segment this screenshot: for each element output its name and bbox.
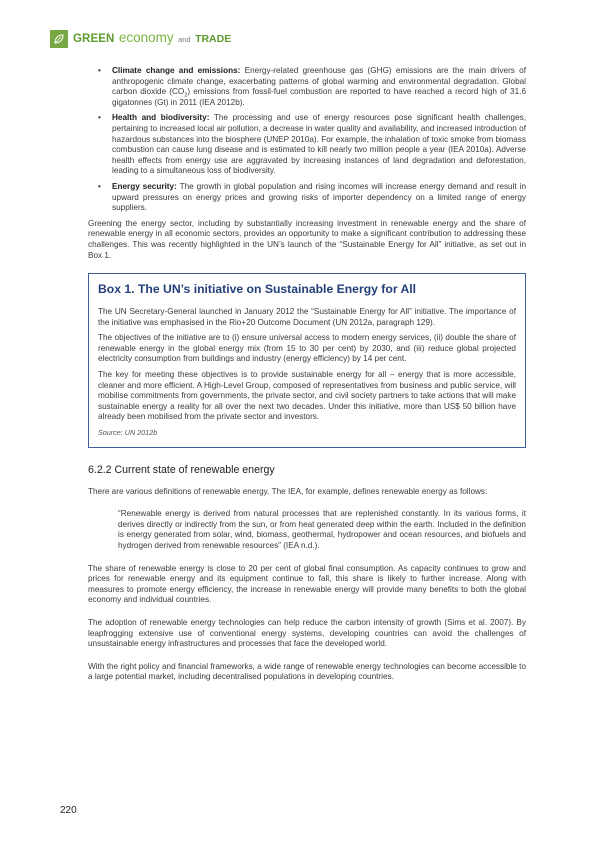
box-title: Box 1. The UN’s initiative on Sustainable Energy for All [98,282,417,297]
bullet-title: Climate change and emissions: [112,66,241,75]
body-paragraph: The share of renewable energy is close to 20 per cent of global final consumption. As capacity continues to grow and prices for renewable energy and its equipment continue to fall, this share is likely to further increase. Along with measures to promote energy efficiency, the increase in renewable energy will provide many benefits to both the global economy and individual countries. [88,563,526,605]
box-source: Source: UN 2012b [98,428,158,438]
brand-and: and [178,35,191,44]
intro-paragraph: Greening the energy sector, including by substantially increasing investment in renewable energy and the share of renewable energy in all economic sectors, provides an opportunity to make a significant contribution to addressing these challenges. This was recently highlighted in the UN’s launch of the “Sustainable Energy for All” initiative, as set out in Box 1. [88,218,526,260]
bullet-title: Health and biodiversity: [112,113,210,123]
brand-trade: TRADE [195,33,232,45]
box-paragraph: The key for meeting these objectives is to provide sustainable energy for all – energy that is more accessible, cleaner and more efficient. A High-Level Group, composed of representatives from business and public service, will mobilise commitments from governments, the private sector, and civil society partners to take actions that will make sustainable energy a reality for all over the next two decades. Under this initiative, more than US$ 50 billion have already been mobilised from the private sector and investors. [98,370,516,422]
bullet-list [98,66,527,214]
body-paragraph: The adoption of renewable energy technologies can help reduce the carbon intensity of growth (Sims et al. 2007). By leapfrogging extensive use of conventional energy systems, developing countries can avoid the challenges of unsustainable energy infrastructures and processes that face the developed world. [88,617,526,649]
bullet-marker: • [98,66,101,75]
body-paragraph: With the right policy and financial frameworks, a wide range of renewable energy technologies can become accessible to a large potential market, including decentralised populations in developing countries. [88,661,526,682]
page-header [0,0,595,48]
bullet-text: Energy-related greenhouse gas (GHG) emissions are the main drivers of anthropogenic climate change, exacerbating patterns of global warming and environmental degradation. Global carbon dioxide (CO [112,66,526,97]
subscript: 2 [184,92,188,99]
bullet-title: Energy security: [112,181,177,191]
box-paragraph: The UN Secretary-General launched in January 2012 the “Sustainable Energy for All” initiative. The importance of the initiative was emphasised in the Rio+20 Outcome Document (UN 2012a, paragraph 129). [98,307,516,327]
list-item [98,113,527,177]
bullet-text: The growth in global population and rising incomes will increase energy demand and result in upward pressures on energy prices and growing risks of importer dependency on a limited range of energy suppliers. [112,181,527,213]
bullet-marker: • [98,113,101,123]
leaf-icon [53,33,65,45]
logo-mark [50,30,68,48]
block-quote: “Renewable energy is derived from natural processes that are replenished constantly. In its various forms, it derives directly or indirectly from the sun, or from heat generated deep within the earth. Included in the definition is energy generated from solar, wind, biomass, geothermal, hydropower and ocean resources, and biofuels and hydrogen derived from renewable resources” (IEA n.d.). [118,509,526,550]
list-item [98,66,526,108]
page-number: 220 [60,805,77,816]
section-heading: 6.2.2 Current state of renewable energy [88,463,275,476]
bullet-text: ) emissions from fossil-fuel combustion are reported to have reached a record high of 31.6 gigatonnes (Gt) in 2011 (IEA 2012b). [112,87,526,107]
box-paragraph: The objectives of the initiative are to (i) ensure universal access to modern energy services, (ii) double the share of renewable energy in the global energy mix (from 15 to 30 per cent) by 2030, and (iii) reduce global projected electricity consumption from buildings and industry (energy efficiency) by 14 per cent. [98,333,516,364]
bullet-text: The processing and use of energy resources pose significant health challenges, pertaining to increased local air pollution, a decrease in water quality and availability, and increased introduction of hazardous substances into the biosphere (UNEP 2010a). For example, the inhalation of toxic smoke from biomass combustion can cause lung disease and is estimated to kill nearly two million people a year (IEA 2010a). Adverse health effects from energy use are aggravated by increasing instances of land degradation and deforestation, leading to a simultaneous loss of biodiversity. [112,113,527,176]
page-content [88,66,526,695]
brand-green: GREEN [73,33,115,45]
list-item [98,181,527,214]
body-paragraph: There are various definitions of renewable energy. The IEA, for example, defines renewable energy as follows: [88,486,488,496]
brand-wordmark [73,31,231,47]
info-box [88,273,526,448]
bullet-marker: • [98,181,101,191]
brand-economy: economy [118,30,174,45]
